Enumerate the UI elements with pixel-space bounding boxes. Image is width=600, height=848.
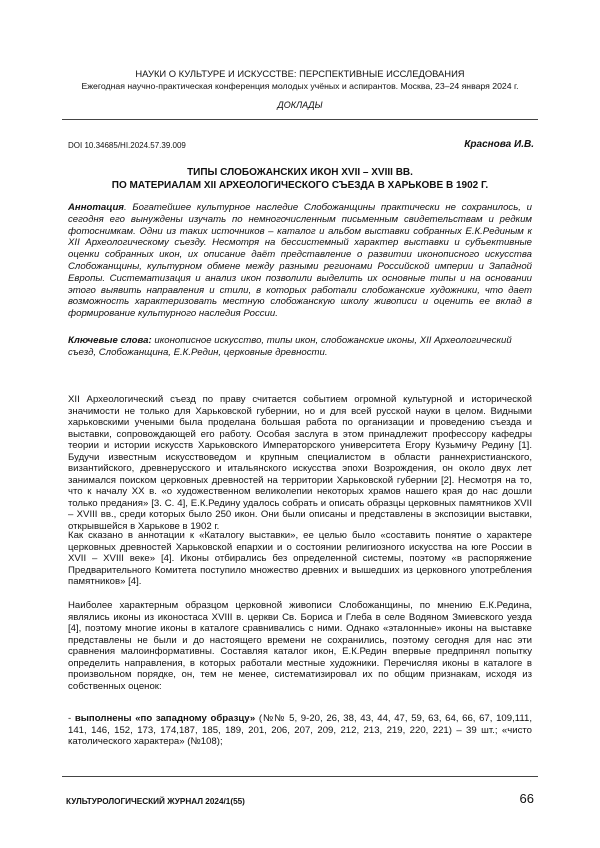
section-label: ДОКЛАДЫ xyxy=(277,100,323,110)
body-paragraph-2: Как сказано в аннотации к «Каталогу выставки», ее целью было «составить понятие о характере церковных древностей Харьковской епархии и о состоянии религиозного искусства на юге России в XVII – XVIII веке» [4]. Иконы отбирались без определенной системы, поэтому «в распоряжение Предварительного Комитета поступило множество древних и вышедших из церковного употребления памятников» [4]. xyxy=(68,530,532,587)
author-name: Краснова И.В. xyxy=(464,139,534,150)
list-item-bold: выполнены «по западному образцу» xyxy=(74,713,256,724)
conference-subtitle: Ежегодная научно-практическая конференция молодых учёных и аспирантов. Москва, 23–24 января 2024 г. xyxy=(81,81,519,91)
body-paragraph-1: XII Археологический съезд по праву считается событием огромной культурной и исторической значимости не только для Харьковской губернии, но и для всей русской науки в целом. Видными харьковскими учеными была проделана большая работа по организации и проведению съезда и выставки, сопровождающей его работу. Особая заслуга в этом принадлежит профессору кафедры теории и истории искусств Харьковского Императорского университета Егору Кузьмичу Редину [1]. Будучи известным искусствоведом и крупным специалистом в области раннехристианского, византийского, древнерусского и итальянского искусства эпохи Возрождения, он около двух лет занимался поиском церковных древностей на территории Харьковской губернии [2]. Несмотря на то, что к началу XX в. «о художественном великолепии некоторых храмов нашего края до нас дошли только предания» [3. С. 4], Е.К.Редину удалось собрать и описать образцы церковных памятников XVII – XVIII вв., среди которых было 250 икон. Они были описаны и представлены в экспозиции выставки, открывшейся в Харькове в 1902 г. xyxy=(68,394,532,532)
page-number: 66 xyxy=(519,791,534,806)
list-item-prefix: - xyxy=(68,713,75,724)
keywords xyxy=(68,335,532,359)
article-title-line-2: ПО МАТЕРИАЛАМ XII АРХЕОЛОГИЧЕСКОГО СЪЕЗДА В ХАРЬКОВЕ В 1902 Г. xyxy=(111,180,489,191)
list-item-western-icons xyxy=(68,713,532,748)
header-divider xyxy=(62,119,538,120)
article-title xyxy=(60,166,540,192)
article-title-line-1: ТИПЫ СЛОБОЖАНСКИХ ИКОН XVII – XVIII ВВ. xyxy=(187,167,413,178)
abstract xyxy=(68,202,532,320)
list-item-text: (№№ 5, 9-20, 26, 38, 43, 44, 47, 59, 63, 64, 66, 67, 109,111, 141, 146, 152, 173, 174,187, 185, 189, 201, 206, 207, 209, 212, 213, 219, 220, 221) – 39 шт.; «чисто католического характера» (№108); xyxy=(68,713,532,747)
body-paragraph-3: Наиболее характерным образцом церковной живописи Слобожанщины, по мнению Е.К.Редина, являлись иконы из иконостаса XVIII в. церкви Св. Бориса и Глеба в селе Водяном Змиевского уезда [4], поэтому многие иконы в каталоге сравнивались с ними. Однако «эталонные» иконы на выставке представлены не были и до настоящего времени не сохранились, поэтому сегодня для нас эти сравнения малоинформативны. Составляя каталог икон, Е.К.Редин впервые предпринял попытку определить направления, в которых работали местные художники. Перечисляя иконы в каталоге в произвольном порядке, он, тем не менее, систематизировал их по общим признакам, исходя из собственных оценок: xyxy=(68,600,532,692)
keywords-label: Ключевые слова: xyxy=(68,335,152,346)
abstract-label: Аннотация xyxy=(68,202,124,213)
doi-text: DOI 10.34685/HI.2024.57.39.009 xyxy=(68,141,186,150)
keywords-text: иконописное искусство, типы икон, слобожанские иконы, XII Археологический съезд, Слобожанщина, Е.К.Редин, церковные древности. xyxy=(68,335,512,358)
conference-series-title: НАУКИ О КУЛЬТУРЕ И ИСКУССТВЕ: ПЕРСПЕКТИВНЫЕ ИССЛЕДОВАНИЯ xyxy=(135,68,465,79)
journal-name: КУЛЬТУРОЛОГИЧЕСКИЙ ЖУРНАЛ 2024/1(55) xyxy=(66,797,245,806)
abstract-text: . Богатейшее культурное наследие Слобожанщины практически не сохранилось, и сегодня его вынуждены изучать по немногочисленным письменным свидетельствам и редким фотоснимкам. Одни из таких источников – каталог и альбом выставки собранных Е.К.Рединым к XII Археологическому съезду. Несмотря на бессистемный характер выставки и субъективные оценки собранных икон, их описание даёт представление о развитии иконописного искусства Слобожанщины, культурном обмене между разными регионами Российской империи и Западной Европы. Систематизация и анализ икон позволили выделить их основные типы и на основании этого выявить направления и стили, в которых работали слобожанские художники, что дает возможность характеризовать местную слобожанскую школу живописи и оценить ее вклад в формирование культурного наследия России. xyxy=(68,202,532,320)
footer-divider xyxy=(62,776,538,777)
